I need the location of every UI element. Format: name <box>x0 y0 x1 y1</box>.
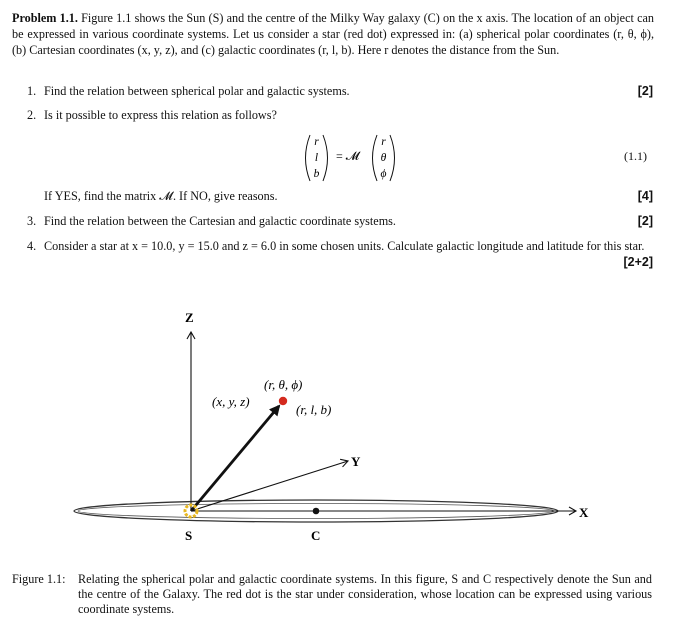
vector-entry: ϕ <box>380 168 387 180</box>
galactic-centre-dot <box>313 508 320 515</box>
equals-matrix: = 𝓜 <box>336 149 360 163</box>
question-text: Find the relation between the Cartesian and galactic coordinate systems. <box>44 214 396 228</box>
question-text: Is it possible to express this relation as follows? <box>44 108 277 122</box>
caption-label: Figure 1.1: <box>12 572 66 586</box>
right-paren <box>323 135 328 181</box>
question-marks: [2] <box>637 84 653 98</box>
question-text: Find the relation between spherical polar and galactic systems. <box>44 84 350 98</box>
vector-entry: l <box>314 152 319 164</box>
problem-intro: Figure 1.1 shows the Sun (S) and the centre of the Milky Way galaxy (C) on the x axis. The location of an object can be expressed in various coordinate systems. Let us consider a star (red dot) expressed in: (a) spherical polar coordinates (r, θ, ϕ), (b) Cartesian coordinates (x, y, z), and (c) galactic coordinates (r, l, b). Here r denotes the distance from the Sun. <box>12 11 654 57</box>
vector-entry: r <box>381 136 386 148</box>
caption-text: Relating the spherical polar and galactic coordinate systems. In this figure, S and C respectively denote the Sun and the centre of the Galaxy. The red dot is the star under consideration, whose location can be expressed using various coordinate systems. <box>78 572 652 616</box>
problem-heading: Problem 1.1. <box>12 11 78 25</box>
coordinate-figure <box>0 290 690 560</box>
question-marks: [2+2] <box>623 255 653 269</box>
y-axis-label: Y <box>351 454 361 469</box>
equation-number: (1.1) <box>624 149 647 163</box>
centre-label: C <box>311 528 321 543</box>
problem-statement <box>12 10 654 58</box>
galactic-coordinates-label: (r, l, b) <box>296 402 332 417</box>
polar-coordinates-label: (r, θ, ϕ) <box>264 377 303 392</box>
question-text: Consider a star at x = 10.0, y = 15.0 and z = 6.0 in some chosen units. Calculate galactic longitude and latitude for this star. <box>44 239 645 253</box>
vector-entry: θ <box>380 152 387 164</box>
question-text: If YES, find the matrix 𝓜. If NO, give reasons. <box>44 189 278 203</box>
left-paren <box>306 135 311 181</box>
matrix-equation <box>300 132 680 184</box>
question-number: 2. <box>27 108 37 122</box>
right-paren <box>390 135 395 181</box>
position-vector <box>191 406 279 511</box>
sun-label: S <box>185 528 193 543</box>
question-marks: [4] <box>637 189 653 203</box>
x-axis-label: X <box>579 505 589 520</box>
vector-entry: r <box>314 136 319 148</box>
question-number: 1. <box>27 84 37 98</box>
question-marks: [2] <box>637 214 653 228</box>
left-paren <box>373 135 378 181</box>
question-number: 3. <box>27 214 37 228</box>
star-dot <box>279 397 287 405</box>
z-axis-label: Z <box>185 310 194 325</box>
question-number: 4. <box>27 239 37 253</box>
vector-entry: b <box>313 168 320 180</box>
cartesian-coordinates-label: (x, y, z) <box>212 394 250 409</box>
